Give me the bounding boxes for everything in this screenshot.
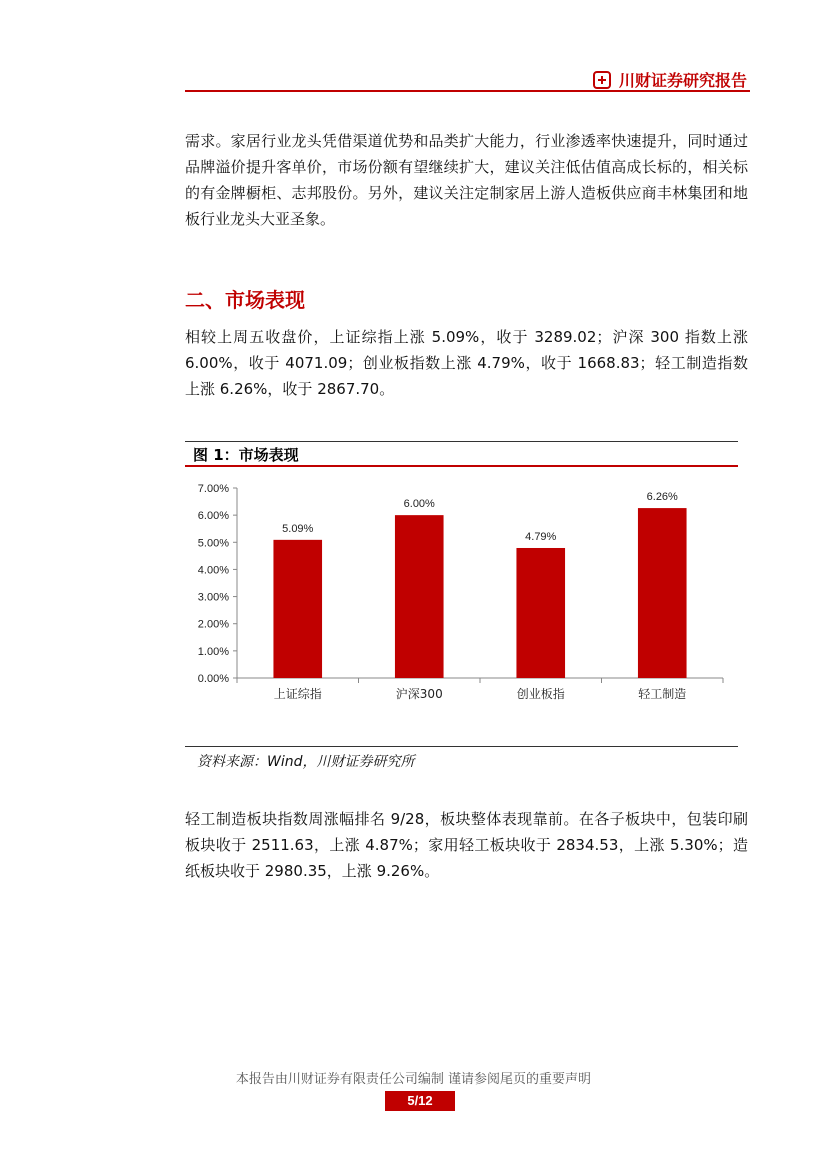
data-label: 5.09% xyxy=(282,522,314,535)
y-tick-label: 4.00% xyxy=(197,564,229,577)
market-bar-chart xyxy=(185,472,738,712)
y-tick-label: 3.00% xyxy=(197,591,229,604)
y-tick-label: 6.00% xyxy=(197,510,229,523)
x-tick-label: 上证综指 xyxy=(273,687,322,701)
x-tick-label: 创业板指 xyxy=(516,687,565,701)
bar xyxy=(273,540,322,678)
y-tick-label: 1.00% xyxy=(197,645,229,658)
bar xyxy=(516,548,565,678)
x-tick-label: 轻工制造 xyxy=(638,687,687,701)
y-tick-label: 0.00% xyxy=(197,673,229,685)
figure-bottom-rule xyxy=(185,746,738,747)
brand-logo-icon xyxy=(593,71,611,89)
market-paragraph: 相较上周五收盘价，上证综指上涨 5.09%，收于 3289.02；沪深 300 指数上涨 6.00%，收于 4071.09；创业板指数上涨 4.79%，收于 1668.83；轻工制造指数上涨 6.26%，收于 2867.70。 xyxy=(185,328,748,398)
page-number: 5/12 xyxy=(385,1091,455,1111)
data-label: 6.00% xyxy=(403,498,435,511)
footer-disclaimer: 本报告由川财证券有限责任公司编制 谨请参阅尾页的重要声明 xyxy=(235,1072,592,1087)
intro-paragraph: 需求。家居行业龙头凭借渠道优势和品类扩大能力，行业渗透率快速提升，同时通过品牌溢价提升客单价，市场份额有望继续扩大，建议关注低估值高成长标的，相关标的有金牌橱柜、志邦股份。另外，建议关注定制家居上游人造板供应商丰林集团和地板行业龙头大亚圣象。 xyxy=(185,132,748,228)
data-label: 4.79% xyxy=(525,530,557,543)
bar xyxy=(395,515,444,678)
y-tick-label: 5.00% xyxy=(197,537,229,550)
brand-name: 川财证券研究报告 xyxy=(618,71,747,90)
figure-title: 图 1：市场表现 xyxy=(193,446,299,464)
y-tick-label: 2.00% xyxy=(197,618,229,631)
figure-source: 资料来源：Wind，川财证券研究所 xyxy=(197,754,415,770)
sector-paragraph: 轻工制造板块指数周涨幅排名 9/28，板块整体表现靠前。在各子板块中，包装印刷板块收于 2511.63，上涨 4.87%；家用轻工板块收于 2834.53，上涨 5.30%；造纸板块收于 2980.35，上涨 9.26%。 xyxy=(185,810,748,880)
data-label: 6.26% xyxy=(646,491,678,504)
x-tick-label: 沪深300 xyxy=(395,687,443,701)
bar xyxy=(638,508,687,678)
header-brand xyxy=(593,68,747,91)
figure-top-rule xyxy=(185,441,738,442)
header-rule xyxy=(185,90,750,92)
section-title: 二、市场表现 xyxy=(185,288,305,312)
y-tick-label: 7.00% xyxy=(197,483,229,495)
figure-title-rule xyxy=(185,465,738,467)
